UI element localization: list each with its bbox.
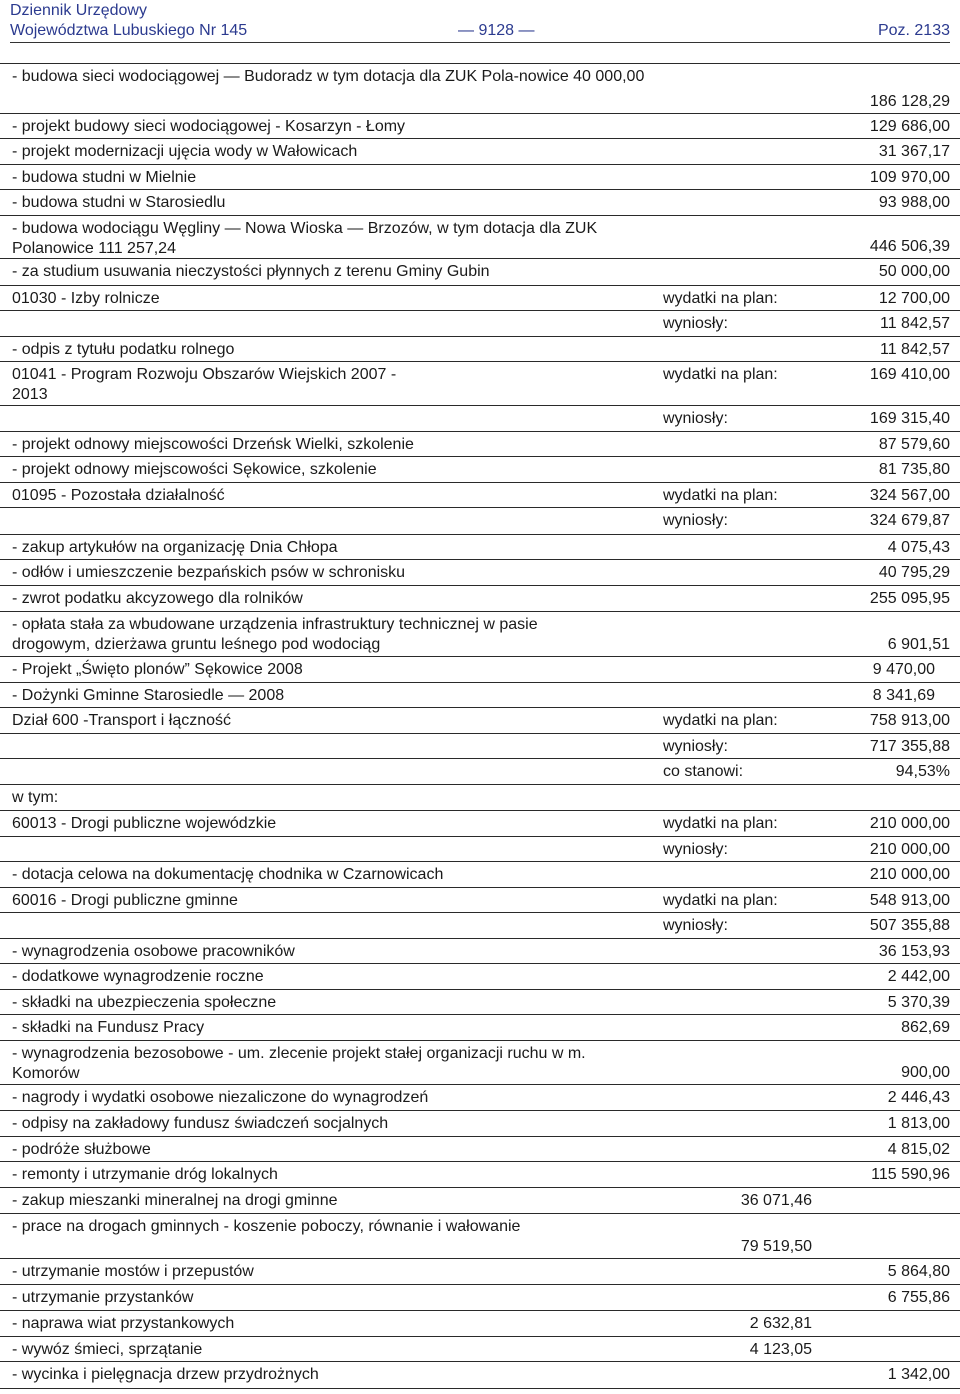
position-number: Poz. 2133	[877, 22, 950, 39]
row-separator	[0, 682, 960, 683]
table-row	[0, 259, 960, 286]
table-row	[0, 939, 960, 964]
row-description: 01030 - Izby rolnicze	[12, 290, 160, 307]
row-amount: 6 901,51	[887, 636, 950, 653]
row-separator	[0, 63, 960, 64]
row-label: co stanowi:	[663, 763, 744, 780]
row-description: - prace na drogach gminnych - koszenie poboczy, równanie i wałowanie	[12, 1218, 521, 1235]
table-row	[0, 1111, 960, 1137]
row-description: 01041 - Program Rozwoju Obszarów Wiejskich 2007 - 2013	[12, 366, 397, 403]
row-amount: 717 355,88	[869, 738, 950, 755]
row-separator	[0, 912, 960, 913]
row-amount: 210 000,00	[869, 841, 950, 858]
row-separator	[0, 810, 960, 811]
row-separator	[0, 507, 960, 508]
row-amount: 5 864,80	[887, 1263, 950, 1280]
journal-subtitle: Województwa Lubuskiego Nr 145	[10, 22, 248, 39]
table-row	[0, 683, 960, 708]
row-separator	[0, 1014, 960, 1015]
row-label: wyniosły:	[663, 738, 728, 755]
row-separator	[0, 310, 960, 311]
row-separator	[0, 138, 960, 139]
row-description: - odpis z tytułu podatku rolnego	[12, 341, 235, 358]
row-amount: 11 842,57	[880, 315, 950, 332]
table-row	[0, 1085, 960, 1111]
table-row	[0, 1041, 960, 1085]
table-row	[0, 337, 960, 362]
row-description: - dodatkowe wynagrodzenie roczne	[12, 968, 264, 985]
row-amount: 324 679,87	[869, 512, 950, 529]
row-description: - składki na Fundusz Pracy	[12, 1019, 205, 1036]
row-separator	[0, 1213, 960, 1214]
row-amount: 81 735,80	[878, 461, 950, 478]
row-description: - zakup mieszanki mineralnej na drogi gminne	[12, 1192, 338, 1209]
row-amount: 36 153,93	[878, 943, 950, 960]
row-separator	[0, 456, 960, 457]
row-description: - wycinka i pielęgnacja drzew przydrożnych	[12, 1366, 319, 1383]
row-amount: 109 970,00	[869, 169, 950, 186]
table-row	[0, 139, 960, 165]
table-row	[0, 1311, 960, 1337]
row-amount: 79 519,50	[740, 1238, 812, 1255]
table-row	[0, 457, 960, 483]
row-separator	[0, 1284, 960, 1285]
table-row	[0, 785, 960, 811]
row-separator	[0, 733, 960, 734]
row-separator	[0, 431, 960, 432]
table-row	[0, 508, 960, 535]
table-row	[0, 1015, 960, 1041]
row-amount: 8 341,69	[872, 687, 935, 704]
table-row	[0, 216, 960, 259]
table-row	[0, 759, 960, 785]
table-row	[0, 362, 960, 406]
row-description: - wywóz śmieci, sprzątanie	[12, 1341, 203, 1358]
table-row	[0, 990, 960, 1015]
row-amount: 2 446,43	[887, 1089, 950, 1106]
row-separator	[0, 963, 960, 964]
row-description: - utrzymanie przystanków	[12, 1289, 194, 1306]
row-label: wyniosły:	[663, 841, 728, 858]
row-amount: 2 442,00	[887, 968, 950, 985]
row-description: - dotacja celowa na dokumentację chodnika w Czarnowicach	[12, 866, 444, 883]
row-label: wydatki na plan:	[663, 366, 778, 383]
table-row	[0, 286, 960, 311]
row-description: Dział 600 -Transport i łączność	[12, 712, 232, 729]
row-label: wyniosły:	[663, 315, 728, 332]
table-row	[0, 114, 960, 139]
table-row	[0, 560, 960, 586]
row-separator	[0, 938, 960, 939]
row-amount: 548 913,00	[869, 892, 950, 909]
row-amount: 324 567,00	[869, 487, 950, 504]
row-amount: 186 128,29	[869, 93, 950, 110]
row-separator	[0, 1336, 960, 1337]
document-header	[10, 0, 950, 43]
row-description: - projekt budowy sieci wodociągowej - Kosarzyn - Łomy	[12, 118, 406, 135]
row-description: - wynagrodzenia bezosobowe - um. zlecenie projekt stałej organizacji ruchu w m. Komorów	[12, 1045, 586, 1082]
row-description: - Projekt „Święto plonów” Sękowice 2008	[12, 661, 303, 678]
table-row	[0, 1362, 960, 1388]
row-amount: 169 410,00	[869, 366, 950, 383]
row-description: - nagrody i wydatki osobowe niezaliczone do wynagrodzeń	[12, 1089, 429, 1106]
row-amount: 4 075,43	[887, 539, 950, 556]
row-amount: 1 342,00	[887, 1366, 950, 1383]
table-row	[0, 64, 960, 114]
row-label: wydatki na plan:	[663, 712, 778, 729]
row-description: 60013 - Drogi publiczne wojewódzkie	[12, 815, 277, 832]
row-description: - wynagrodzenia osobowe pracowników	[12, 943, 295, 960]
row-amount: 115 590,96	[871, 1166, 950, 1183]
row-separator	[0, 656, 960, 657]
row-separator	[0, 836, 960, 837]
table-row	[0, 862, 960, 888]
row-description: - zakup artykułów na organizację Dnia Chłopa	[12, 539, 338, 556]
row-description: - składki na ubezpieczenia społeczne	[12, 994, 277, 1011]
row-label: wyniosły:	[663, 512, 728, 529]
row-separator	[0, 1258, 960, 1259]
row-separator	[0, 1161, 960, 1162]
row-amount: 9 470,00	[872, 661, 935, 678]
row-description: - zwrot podatku akcyzowego dla rolników	[12, 590, 303, 607]
row-label: wydatki na plan:	[663, 815, 778, 832]
table-row	[0, 811, 960, 837]
row-amount: 446 506,39	[869, 238, 950, 255]
row-separator	[0, 707, 960, 708]
row-amount: 36 071,46	[740, 1192, 812, 1209]
row-description: - naprawa wiat przystankowych	[12, 1315, 235, 1332]
row-description: - budowa studni w Starosiedlu	[12, 194, 226, 211]
row-description: - utrzymanie mostów i przepustów	[12, 1263, 254, 1280]
row-amount: 4 815,02	[887, 1141, 950, 1158]
row-label: wyniosły:	[663, 917, 728, 934]
row-amount: 862,69	[901, 1019, 950, 1036]
row-description: - projekt modernizacji ujęcia wody w Wałowicach	[12, 143, 358, 160]
table-row	[0, 406, 960, 432]
row-label: wydatki na plan:	[663, 487, 778, 504]
table-row	[0, 708, 960, 734]
row-separator	[0, 784, 960, 785]
table-row	[0, 734, 960, 759]
row-amount: 758 913,00	[869, 712, 950, 729]
row-amount: 11 842,57	[880, 341, 950, 358]
row-separator	[0, 1187, 960, 1188]
row-separator	[0, 361, 960, 362]
row-description: w tym:	[12, 789, 59, 806]
row-separator	[0, 164, 960, 165]
row-amount: 94,53%	[895, 763, 950, 780]
row-amount: 93 988,00	[878, 194, 950, 211]
table-bottom-rule	[0, 1388, 960, 1389]
row-amount: 169 315,40	[869, 410, 950, 427]
journal-title: Dziennik Urzędowy	[10, 2, 147, 19]
row-separator	[0, 405, 960, 406]
table-row	[0, 1137, 960, 1162]
row-description: - remonty i utrzymanie dróg lokalnych	[12, 1166, 278, 1183]
row-separator	[0, 258, 960, 259]
table-row	[0, 535, 960, 560]
row-separator	[0, 585, 960, 586]
row-description: - projekt odnowy miejscowości Drzeńsk Wielki, szkolenie	[12, 436, 414, 453]
row-amount: 12 700,00	[878, 290, 950, 307]
row-label: wyniosły:	[663, 410, 728, 427]
row-label: wydatki na plan:	[663, 290, 778, 307]
row-amount: 129 686,00	[869, 118, 950, 135]
table-row	[0, 913, 960, 939]
row-description: - budowa studni w Mielnie	[12, 169, 197, 186]
row-separator	[0, 1084, 960, 1085]
table-row	[0, 964, 960, 990]
row-amount: 507 355,88	[869, 917, 950, 934]
page-number: — 9128 —	[458, 22, 535, 39]
row-amount: 900,00	[901, 1064, 950, 1081]
table-row	[0, 1188, 960, 1214]
table-row	[0, 1259, 960, 1285]
table-row	[0, 1162, 960, 1188]
table-row	[0, 483, 960, 508]
row-separator	[0, 534, 960, 535]
row-description: - budowa sieci wodociągowej — Budoradz w tym dotacja dla ZUK Pola-nowice 40 000,00	[12, 68, 645, 85]
table-row	[0, 1285, 960, 1311]
table-row	[0, 165, 960, 190]
row-amount: 6 755,86	[887, 1289, 950, 1306]
table-row	[0, 190, 960, 216]
table-row	[0, 1337, 960, 1362]
table-row	[0, 837, 960, 862]
row-description: 60016 - Drogi publiczne gminne	[12, 892, 238, 909]
table-row	[0, 612, 960, 657]
row-amount: 210 000,00	[869, 866, 950, 883]
row-amount: 31 367,17	[878, 143, 950, 160]
row-separator	[0, 189, 960, 190]
row-separator	[0, 482, 960, 483]
row-description: - podróże służbowe	[12, 1141, 151, 1158]
row-description: 01095 - Pozostała działalność	[12, 487, 225, 504]
row-separator	[0, 336, 960, 337]
row-separator	[0, 1136, 960, 1137]
table-row	[0, 888, 960, 913]
row-description: - odłów i umieszczenie bezpańskich psów w schronisku	[12, 564, 406, 581]
row-amount: 1 813,00	[887, 1115, 950, 1132]
row-separator	[0, 989, 960, 990]
row-separator	[0, 1110, 960, 1111]
table-row	[0, 432, 960, 457]
row-amount: 40 795,29	[878, 564, 950, 581]
row-separator	[0, 611, 960, 612]
row-amount: 2 632,81	[749, 1315, 812, 1332]
row-amount: 4 123,05	[749, 1341, 812, 1358]
row-amount: 255 095,95	[869, 590, 950, 607]
row-description: - za studium usuwania nieczystości płynnych z terenu Gminy Gubin	[12, 263, 490, 280]
row-amount: 50 000,00	[878, 263, 950, 280]
table-row	[0, 586, 960, 612]
row-label: wydatki na plan:	[663, 892, 778, 909]
row-separator	[0, 559, 960, 560]
header-rule	[10, 42, 950, 43]
row-separator	[0, 285, 960, 286]
row-amount: 87 579,60	[878, 436, 950, 453]
row-separator	[0, 113, 960, 114]
row-separator	[0, 1310, 960, 1311]
row-description: - projekt odnowy miejscowości Sękowice, szkolenie	[12, 461, 377, 478]
table-row	[0, 657, 960, 683]
row-amount: 210 000,00	[869, 815, 950, 832]
table-row	[0, 1214, 960, 1259]
row-separator	[0, 861, 960, 862]
row-description: - opłata stała za wbudowane urządzenia infrastruktury technicznej w pasie drogowym, dzierżawa gruntu leśnego pod wodociąg	[12, 616, 538, 653]
row-separator	[0, 1361, 960, 1362]
row-separator	[0, 1040, 960, 1041]
row-amount: 5 370,39	[887, 994, 950, 1011]
row-description: - odpisy na zakładowy fundusz świadczeń socjalnych	[12, 1115, 389, 1132]
row-description: - budowa wodociągu Węgliny — Nowa Wioska — Brzozów, w tym dotacja dla ZUK Polanowice 111 257,24	[12, 220, 598, 257]
row-separator	[0, 887, 960, 888]
row-description: - Dożynki Gminne Starosiedle — 2008	[12, 687, 285, 704]
row-separator	[0, 758, 960, 759]
table-row	[0, 311, 960, 337]
row-separator	[0, 215, 960, 216]
